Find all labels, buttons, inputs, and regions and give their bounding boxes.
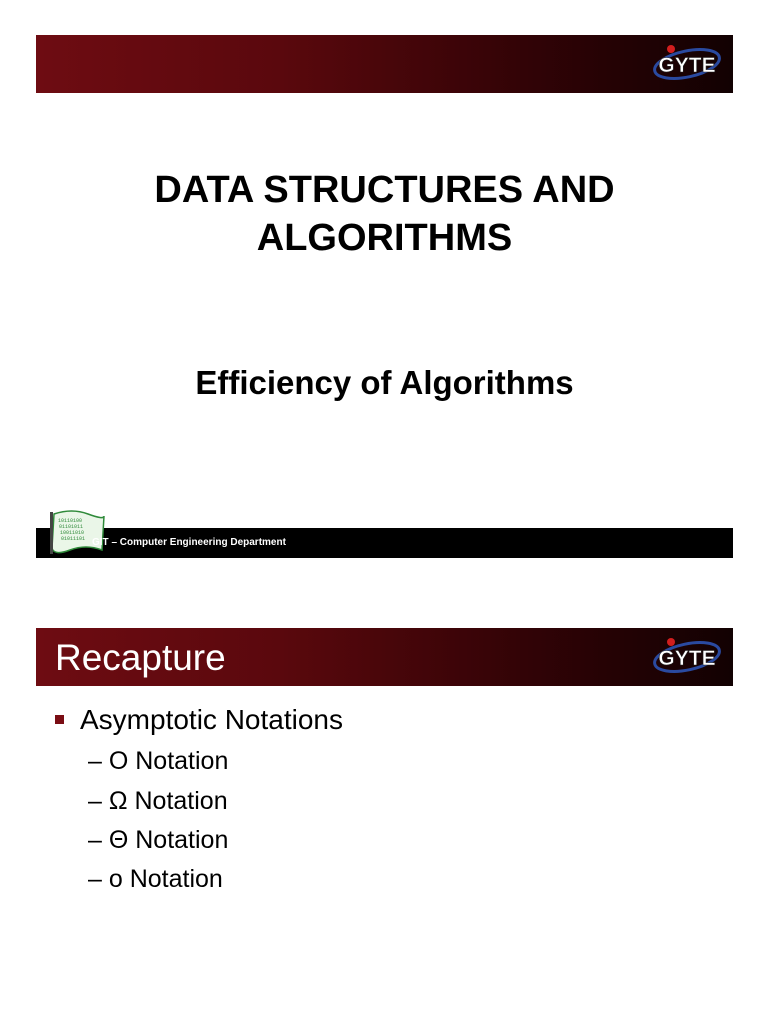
- sub-bullet-item: – o Notation: [88, 865, 223, 893]
- section-heading: Recapture: [55, 637, 226, 678]
- bullet-square-icon: [55, 715, 64, 724]
- logo-text: GYTE: [658, 54, 716, 77]
- svg-text:01101011: 01101011: [59, 524, 84, 530]
- logo-text: GYTE: [658, 647, 716, 670]
- sub-bullet-item: – O Notation: [88, 747, 229, 775]
- sub-bullet-item: – Θ Notation: [88, 826, 229, 854]
- gyte-logo: [651, 632, 723, 682]
- sub-bullet-item: – Ω Notation: [88, 787, 228, 815]
- footer-department-text: GIT – Computer Engineering Department: [92, 537, 286, 548]
- bullet-text: Asymptotic Notations: [80, 704, 343, 735]
- slide-subtitle: Efficiency of Algorithms: [195, 364, 574, 401]
- svg-text:10110100: 10110100: [58, 518, 83, 524]
- svg-text:01011101: 01011101: [61, 536, 86, 542]
- svg-text:10011010: 10011010: [60, 530, 85, 536]
- gyte-logo: [651, 39, 723, 89]
- slide-title: DATA STRUCTURES AND ALGORITHMS: [154, 169, 615, 259]
- header-banner: [36, 35, 733, 93]
